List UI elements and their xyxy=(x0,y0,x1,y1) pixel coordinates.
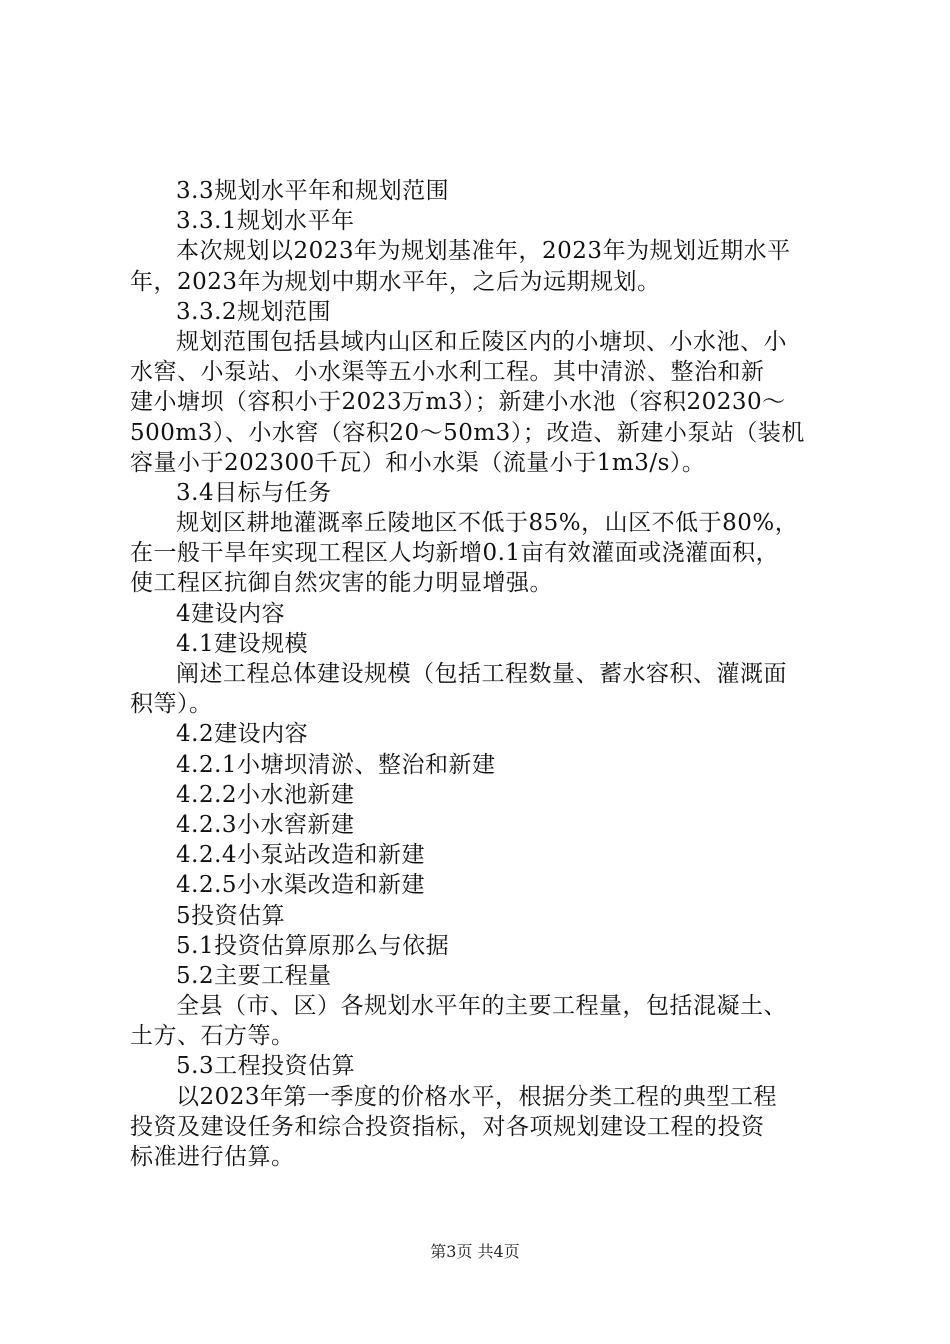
section-heading-4-2-1: 4.2.1小塘坝清淤、整治和新建 xyxy=(176,751,496,778)
page-footer: 第3页 共4页 xyxy=(430,1242,520,1261)
section-heading-4-2: 4.2建设内容 xyxy=(176,721,309,748)
paragraph-line: 容量小于202300千瓦）和小水渠（流量小于1m3/s）。 xyxy=(130,449,706,476)
paragraph-line: 本次规划以2023年为规划基准年，2023年为规划近期水平 xyxy=(176,238,791,265)
section-heading-4-2-2: 4.2.2小水池新建 xyxy=(176,781,355,808)
section-heading-5-2: 5.2主要工程量 xyxy=(176,962,332,989)
section-heading-3-3: 3.3规划水平年和规划范围 xyxy=(176,178,450,204)
section-heading-5-3: 5.3工程投资估算 xyxy=(176,1053,356,1080)
section-heading-3-4: 3.4目标与任务 xyxy=(176,479,332,506)
paragraph-line: 标准进行估算。 xyxy=(130,1144,295,1170)
paragraph-line: 全县（市、区）各规划水平年的主要工程量，包括混凝土、 xyxy=(176,993,787,1020)
document-body xyxy=(130,176,842,1172)
paragraph-line: 水窖、小泵站、小水渠等五小水利工程。其中清淤、整治和新 xyxy=(130,359,765,386)
paragraph-line: 积等）。 xyxy=(130,691,213,718)
paragraph-line: 建小塘坝（容积小于2023万m3）；新建小水池（容积20230～ xyxy=(130,389,786,416)
paragraph-line: 规划范围包括县域内山区和丘陵区内的小塘坝、小水池、小 xyxy=(176,328,787,355)
section-heading-4-2-5: 4.2.5小水渠改造和新建 xyxy=(176,872,426,899)
section-heading-4-2-3: 4.2.3小水窖新建 xyxy=(176,811,355,838)
section-heading-4-2-4: 4.2.4小泵站改造和新建 xyxy=(176,842,426,869)
paragraph-line: 规划区耕地灌溉率丘陵地区不低于85%，山区不低于80%， xyxy=(176,510,799,537)
section-heading-4: 4建设内容 xyxy=(176,600,286,627)
paragraph-line: 以2023年第一季度的价格水平，根据分类工程的典型工程 xyxy=(176,1083,778,1110)
paragraph-line: 使工程区抗御自然灾害的能力明显增强。 xyxy=(130,570,553,597)
section-heading-3-3-1: 3.3.1规划水平年 xyxy=(176,208,355,235)
paragraph-line: 500m3）、小水窖（容积20～50m3）；改造、新建小泵站（装机 xyxy=(130,419,805,446)
paragraph-line: 阐述工程总体建设规模（包括工程数量、蓄水容积、灌溉面 xyxy=(176,661,787,687)
paragraph-line: 土方、石方等。 xyxy=(130,1023,295,1050)
section-heading-4-1: 4.1建设规模 xyxy=(176,630,309,657)
paragraph-line: 投资及建设任务和综合投资指标，对各项规划建设工程的投资 xyxy=(130,1113,765,1140)
paragraph-line: 年，2023年为规划中期水平年，之后为远期规划。 xyxy=(130,268,661,295)
section-heading-5-1: 5.1投资估算原那么与依据 xyxy=(176,932,450,959)
paragraph-line: 在一般干旱年实现工程区人均新增0.1亩有效灌面或浇灌面积， xyxy=(130,540,780,567)
section-heading-5: 5投资估算 xyxy=(176,902,286,929)
section-heading-3-3-2: 3.3.2规划范围 xyxy=(176,298,332,325)
